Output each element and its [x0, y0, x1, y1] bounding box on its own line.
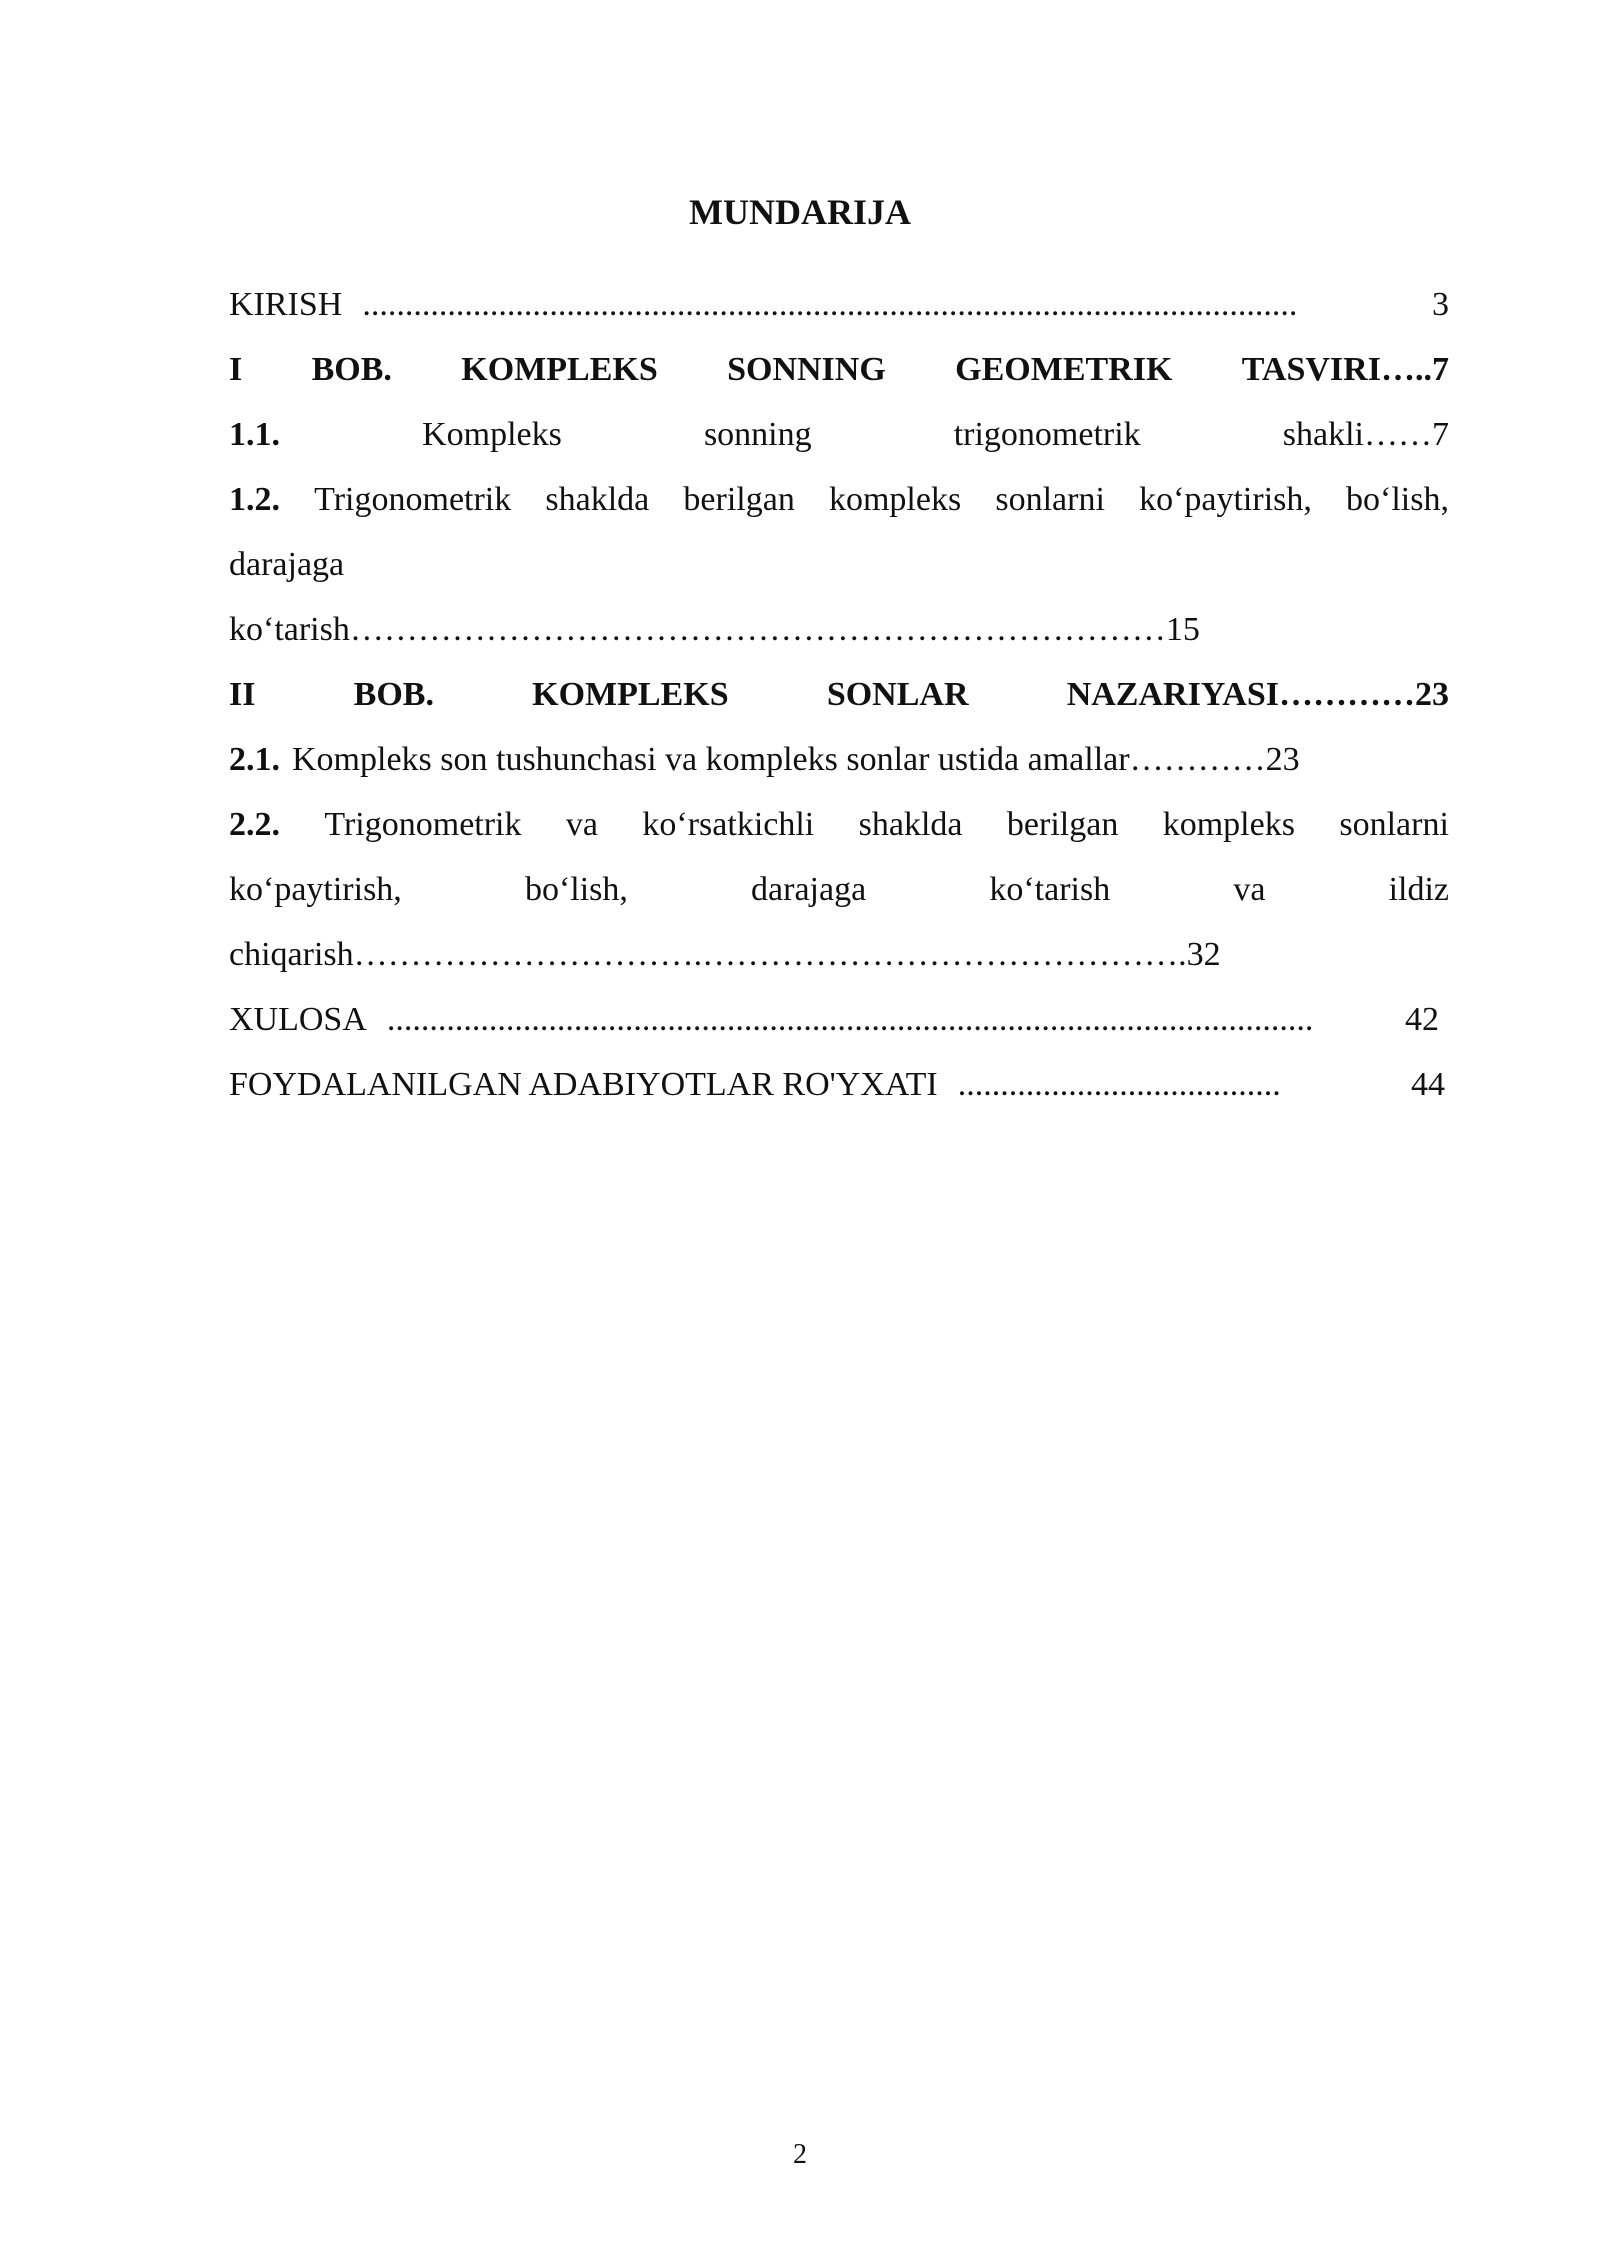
toc-entry-section-1-2-end	[229, 597, 1449, 662]
toc-leader-dots: ..............................................................................................................	[362, 286, 1298, 323]
toc-word: berilgan	[1006, 806, 1119, 843]
toc-entry-text: Kompleks son tushunchasi va kompleks sonlar ustida amallar…………23	[292, 741, 1300, 778]
toc-entry-chapter-2	[229, 662, 1449, 727]
toc-word: Trigonometrik	[314, 481, 512, 518]
toc-word: va	[1233, 871, 1266, 908]
toc-word: trigonometrik	[953, 416, 1141, 453]
toc-word: bo‘lish,	[1346, 481, 1449, 518]
toc-word: ko‘tarish	[989, 871, 1111, 908]
toc-entry-text: darajaga	[229, 546, 345, 583]
toc-section-number: 2.1.	[229, 741, 280, 778]
toc-page-number: 42	[1405, 1001, 1439, 1038]
toc-word: ildiz	[1388, 871, 1449, 908]
toc-entry-label: XULOSA	[229, 1001, 367, 1038]
toc-word: I	[229, 351, 243, 388]
toc-word: GEOMETRIK	[955, 351, 1173, 388]
toc-page-number: 44	[1411, 1066, 1445, 1103]
toc-word: KOMPLEKS	[532, 676, 729, 713]
toc-page-number: 3	[1432, 286, 1449, 323]
toc-entry-section-2-1	[229, 727, 1449, 792]
table-of-contents	[229, 272, 1449, 1117]
toc-word: ko‘paytirish,	[229, 871, 402, 908]
toc-section-number: 1.2.	[229, 481, 280, 518]
toc-entry-label: FOYDALANILGAN ADABIYOTLAR RO'YXATI	[229, 1066, 938, 1103]
toc-entry-section-1-1	[229, 402, 1449, 467]
toc-leader-dots: .............................................................................................................	[386, 1001, 1314, 1038]
toc-word: BOB.	[353, 676, 434, 713]
toc-word: va	[565, 806, 598, 843]
toc-entry-xulosa	[229, 987, 1439, 1052]
toc-leader-dots: ......................................	[957, 1066, 1281, 1103]
toc-entry-text: chiqarish………………………….…………………………………….32	[229, 936, 1221, 973]
toc-word: Trigonometrik	[324, 806, 522, 843]
toc-word: shakli……7	[1282, 416, 1449, 453]
toc-entry-label: KIRISH	[229, 286, 343, 323]
toc-word: SONLAR	[826, 676, 969, 713]
toc-entry-text: ko‘tarish………………………………………………………………15	[229, 611, 1200, 648]
toc-word: II	[229, 676, 256, 713]
toc-entry-section-1-2-cont	[229, 532, 1449, 597]
toc-word: berilgan	[683, 481, 795, 518]
toc-word: shaklda	[858, 806, 963, 843]
toc-section-number: 2.2.	[229, 806, 280, 843]
toc-word: sonlarni	[1339, 806, 1449, 843]
toc-entry-section-2-2-end	[229, 922, 1449, 987]
toc-word: shaklda	[545, 481, 650, 518]
toc-word: NAZARIYASI…………23	[1066, 676, 1449, 713]
toc-word: BOB.	[311, 351, 392, 388]
toc-entry-section-2-2	[229, 792, 1449, 857]
toc-word: ko‘rsatkichli	[642, 806, 815, 843]
toc-title: MUNDARIJA	[689, 192, 911, 232]
toc-word: ko‘paytirish,	[1139, 481, 1312, 518]
toc-entry-chapter-1	[229, 337, 1449, 402]
toc-word: sonlarni	[995, 481, 1105, 518]
toc-word: sonning	[703, 416, 812, 453]
toc-word: bo‘lish,	[524, 871, 628, 908]
toc-word: kompleks	[1162, 806, 1295, 843]
toc-entry-kirish	[229, 272, 1449, 337]
toc-word: kompleks	[828, 481, 962, 518]
toc-word: Kompleks	[422, 416, 562, 453]
toc-word: darajaga	[751, 871, 867, 908]
page-number: 2	[793, 2139, 807, 2170]
toc-entry-bibliography	[229, 1052, 1445, 1117]
toc-word: TASVIRI…..7	[1241, 351, 1449, 388]
toc-word: KOMPLEKS	[461, 351, 658, 388]
toc-section-number: 1.1.	[229, 416, 280, 453]
toc-entry-section-1-2	[229, 467, 1449, 532]
toc-word: SONNING	[727, 351, 886, 388]
toc-entry-section-2-2-cont	[229, 857, 1449, 922]
